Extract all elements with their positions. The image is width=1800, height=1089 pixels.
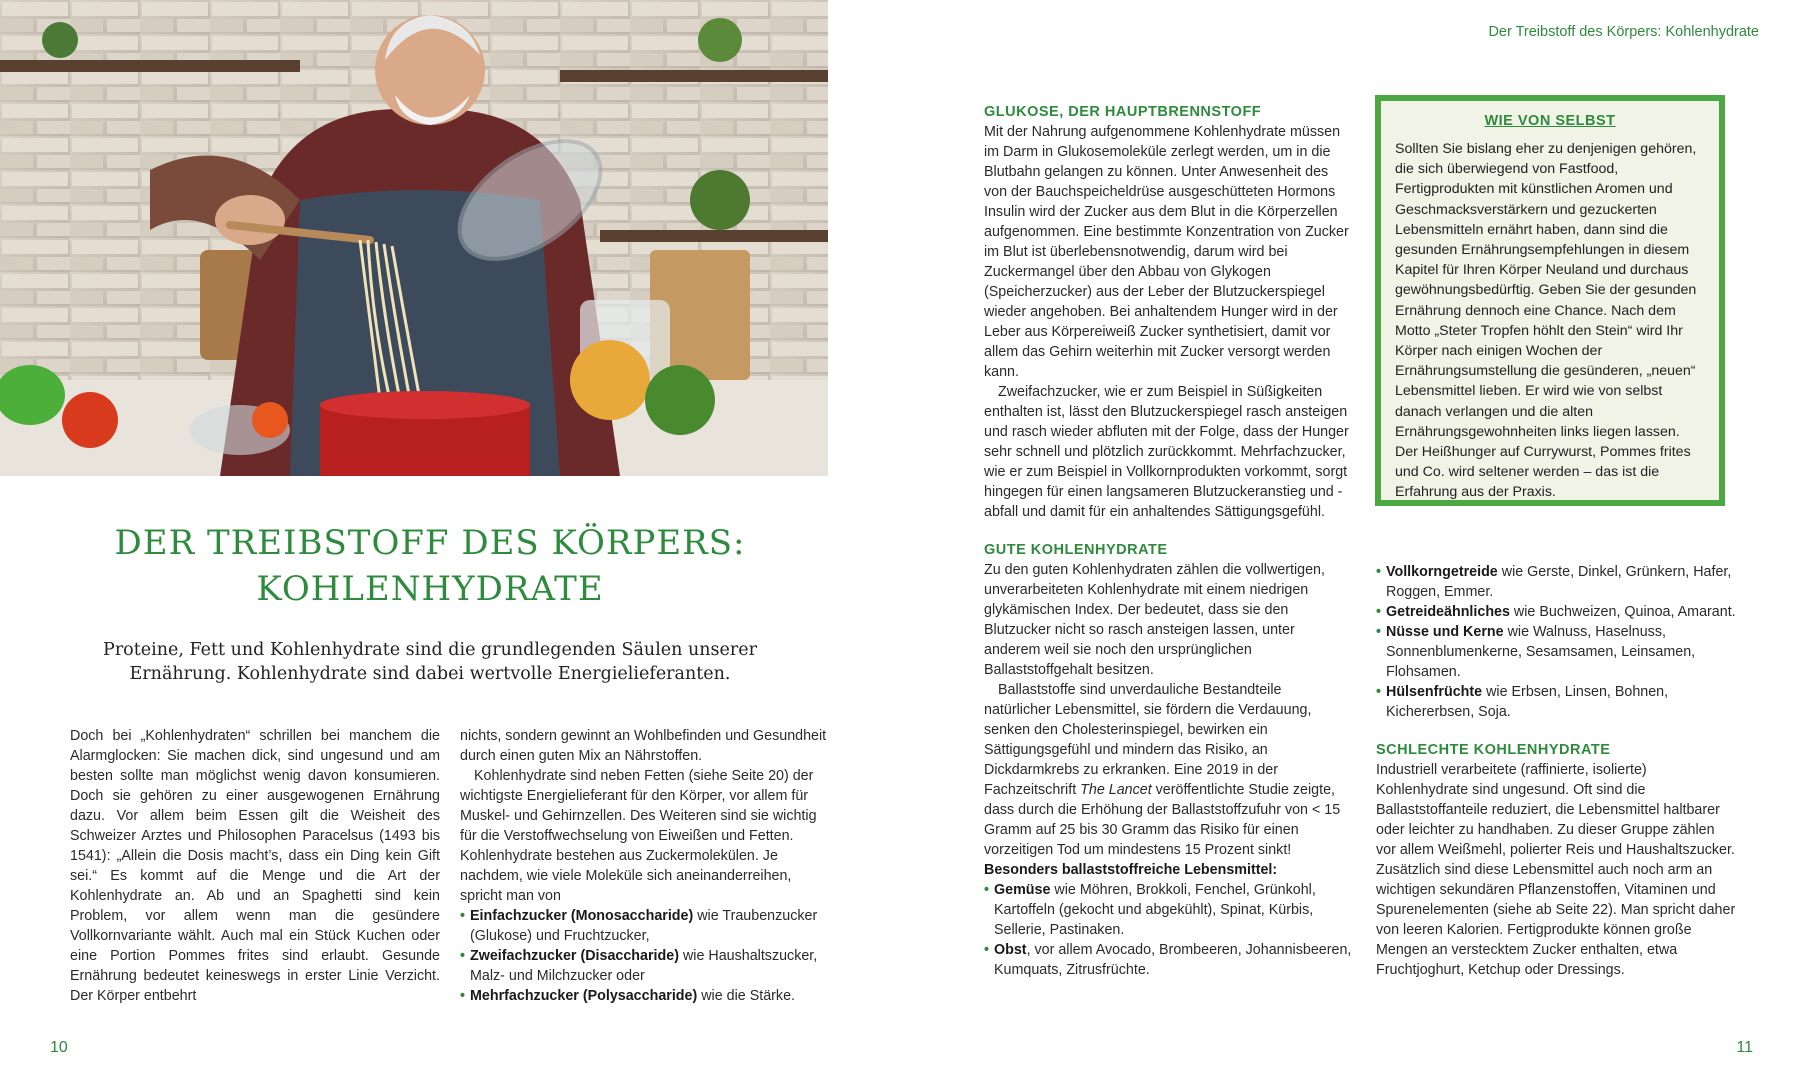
fiber-list-b: [1376, 562, 1736, 722]
fiber-list-a: [984, 880, 1352, 980]
col2-paragraph-1: nichts, sondern gewinnt an Wohlbefinden und Gesundheit durch einen guten Mix an Nährstoffen.: [460, 728, 827, 764]
list-item: • Vollkorngetreide wie Gerste, Dinkel, Grünkern, Hafer, Roggen, Emmer.: [1376, 562, 1736, 602]
right-column-2: [1376, 562, 1736, 980]
gute-paragraph-1: Zu den guten Kohlenhydraten zählen die vollwertigen, unverarbeiteten Kohlenhydrate mit einem niedrigen glykämischen Index. Der bedeutet, dass sie den Blutzucker nicht so rasch ansteigen lassen, unter anderem weil sie noch den ursprünglichen Ballaststoffgehalt besitzen.: [984, 562, 1325, 678]
list-item: • Obst, vor allem Avocado, Brombeeren, Johannisbeeren, Kumquats, Zitrusfrüchte.: [984, 940, 1352, 980]
list-item: • Getreideähnliches wie Buchweizen, Quinoa, Amarant.: [1376, 602, 1736, 622]
schlechte-paragraph: Industriell verarbeitete (raffinierte, isolierte) Kohlenhydrate sind ungesund. Oft sind die Ballaststoffanteile reduziert, die Lebensmittel haltbarer oder leichter zu handhaben. Zu dieser Gruppe zählen vor allem Weißmehl, polierter Reis und Haushaltszucker. Zusätzlich sind diese Lebensmittel auch noch arm an wichtigen sekundären Pflanzenstoffen, Vitaminen und Spurenelementen (siehe ab Seite 22). Man spricht daher von leeren Kalorien. Fertigprodukte können große Mengen an verstecktem Zucker enthalten, etwa Fruchtjoghurt, Ketchup oder Dressings.: [1376, 762, 1736, 978]
gute-paragraph-2: Ballaststoffe sind unverdauliche Bestandteile natürlicher Lebensmittel, sie fördern die Verdauung, senken den Cholesterinspiegel, bewirken ein Sättigungsgefühl und mindern das Risiko, an Dickdarmkrebs zu erkranken. Eine 2019 in der Fachzeitschrift The Lancet veröffentlichte Studie zeigte, dass durch die Erhöhung der Ballaststoffzufuhr von < 15 Gramm auf 25 bis 30 Gramm das Risiko für einen vorzeitigen Tod um mindestens 15 Prozent sinkt!: [984, 682, 1341, 858]
left-column-1: [70, 726, 440, 1006]
glukose-paragraph-1: Mit der Nahrung aufgenommene Kohlenhydrate müssen im Darm in Glukosemoleküle zerlegt werden, um in die Blutbahn gelangen zu können. Unter Anwesenheit des von der Bauchspeicheldrüse ausgeschütteten Hormons Insulin wird der Zucker aus dem Blut in die Körperzellen aufgenommen. Eine bestimmte Konzentration von Zucker im Blut ist überlebensnotwendig, darum wird bei Zuckermangel über den Abbau von Glykogen (Speicherzucker) aus der Leber der Blutzuckerspiegel wieder angehoben. Bei anhaltendem Hunger wird in der Leber aus Körpereiweiß Zucker synthetisiert, damit vor allem das Gehirn weiterhin mit Zucker versorgt werden kann.: [984, 124, 1349, 380]
cooking-photo: [0, 0, 828, 476]
lead-paragraph: Proteine, Fett und Kohlenhydrate sind die grundlegenden Säulen unserer Ernährung. Kohlenhydrate sind dabei wertvolle Energielieferanten.: [103, 640, 757, 684]
schlechte-heading: SCHLECHTE KOHLENHYDRATE: [1376, 742, 1611, 758]
info-box-text: Sollten Sie bislang eher zu denjenigen gehören, die sich überwiegend von Fastfood, Fertigprodukten mit künstlichen Aromen und Geschmacksverstärkern und gezuckerten Lebensmitteln ernährt haben, dann sind die gesunden Ernährungsempfehlungen in diesem Kapitel für Ihren Körper Neuland und durchaus gewöhnungsbedürftig. Geben Sie der gesunden Ernährung dennoch eine Chance. Nach dem Motto „Steter Tropfen höhlt den Stein“ wird Ihr Körper nach einigen Wochen der Ernährungsumstellung die gesünderen, „neuen“ Lebensmittel lieben. Er wird wie von selbst danach verlangen und die alten Ernährungsgewohnheiten links liegen lassen. Der Heißhunger auf Currywurst, Pommes frites und Co. wird seltener werden – das ist die Erfahrung aus der Praxis.: [1395, 141, 1697, 501]
intro-paragraph: Doch bei „Kohlenhydraten“ schrillen bei manchem die Alarmglocken: Sie machen dick, sind ungesund und am besten sollte man möglichst wenig davon konsumieren. Doch sie gehören zu einer ausgewogenen Ernährung dazu. Vor allem beim Essen gilt die Weisheit des Schweizer Arztes und Philosophen Paracelsus (1493 bis 1541): „Allein die Dosis macht’s, dass ein Ding kein Gift sei.“ Es kommt auf die Menge und die Art der Kohlenhydrate an. Ab und an Spaghetti sind kein Problem, vor allem wenn man die gesündere Vollkornvariante wählt. Auch mal ein Stück Kuchen oder eine Portion Pommes frites sind erlaubt. Gesunde Ernährung bedeutet keineswegs in erster Linie Verzicht. Der Körper entbehrt: [70, 728, 440, 1004]
list-item: • Mehrfachzucker (Polysaccharide) wie die Stärke.: [460, 986, 830, 1006]
gute-heading: GUTE KOHLENHYDRATE: [984, 542, 1168, 558]
list-item: • Nüsse und Kerne wie Walnuss, Haselnuss, Sonnenblumenkerne, Sesamsamen, Leinsamen, Flohsamen.: [1376, 622, 1736, 682]
page-number-right: 11: [1736, 1039, 1753, 1056]
info-box: [1375, 95, 1725, 506]
left-column-2: [460, 726, 830, 1006]
chapter-title-line-1: DER TREIBSTOFF DES KÖRPERS:: [114, 523, 746, 563]
list-item: • Zweifachzucker (Disaccharide) wie Haushaltszucker, Malz- und Milchzucker oder: [460, 946, 830, 986]
chapter-title-line-2: KOHLENHYDRATE: [256, 569, 604, 609]
right-column-1: [984, 102, 1352, 980]
running-header: Der Treibstoff des Körpers: Kohlenhydrate: [1488, 24, 1759, 40]
sugar-type-list: [460, 906, 830, 1006]
glukose-heading: GLUKOSE, DER HAUPTBRENNSTOFF: [984, 104, 1262, 120]
glukose-paragraph-2: Zweifachzucker, wie er zum Beispiel in Süßigkeiten enthalten ist, lässt den Blutzuckerspiegel rasch ansteigen und rasch wieder abfluten mit der Folge, dass der Hunger sehr schnell und plötzlich zurückkommt. Mehrfachzucker, wie er zum Beispiel in Vollkornprodukten vorkommt, sorgt hingegen für einen langsameren Blutzuckeranstieg und -abfall und damit für ein anhaltendes Sättigungsgefühl.: [984, 384, 1349, 520]
list-item: • Hülsenfrüchte wie Erbsen, Linsen, Bohnen, Kichererbsen, Soja.: [1376, 682, 1736, 722]
right-page: [900, 0, 1800, 1089]
chapter-title: [70, 520, 790, 612]
fiber-heading: Besonders ballaststoffreiche Lebensmittel:: [984, 862, 1278, 878]
info-box-heading: WIE VON SELBST: [1484, 113, 1616, 129]
list-item: • Gemüse wie Möhren, Brokkoli, Fenchel, Grünkohl, Kartoffeln (gekocht und abgekühlt), Spinat, Kürbis, Sellerie, Pastinaken.: [984, 880, 1352, 940]
page-number-left: 10: [50, 1039, 68, 1056]
col2-paragraph-2: Kohlenhydrate sind neben Fetten (siehe Seite 20) der wichtigste Energielieferant für den Körper, vor allem für Muskel- und Gehirnzellen. Des Weiteren sind sie wichtig für die Verstoffwechselung von Eiweißen und Fetten. Kohlenhydrate bestehen aus Zuckermolekülen. Je nachdem, wie viele Moleküle sich aneinanderreihen, spricht man von: [460, 768, 817, 904]
journal-name: The Lancet: [1080, 782, 1152, 798]
list-item: • Einfachzucker (Monosaccharide) wie Traubenzucker (Glukose) und Fruchtzucker,: [460, 906, 830, 946]
